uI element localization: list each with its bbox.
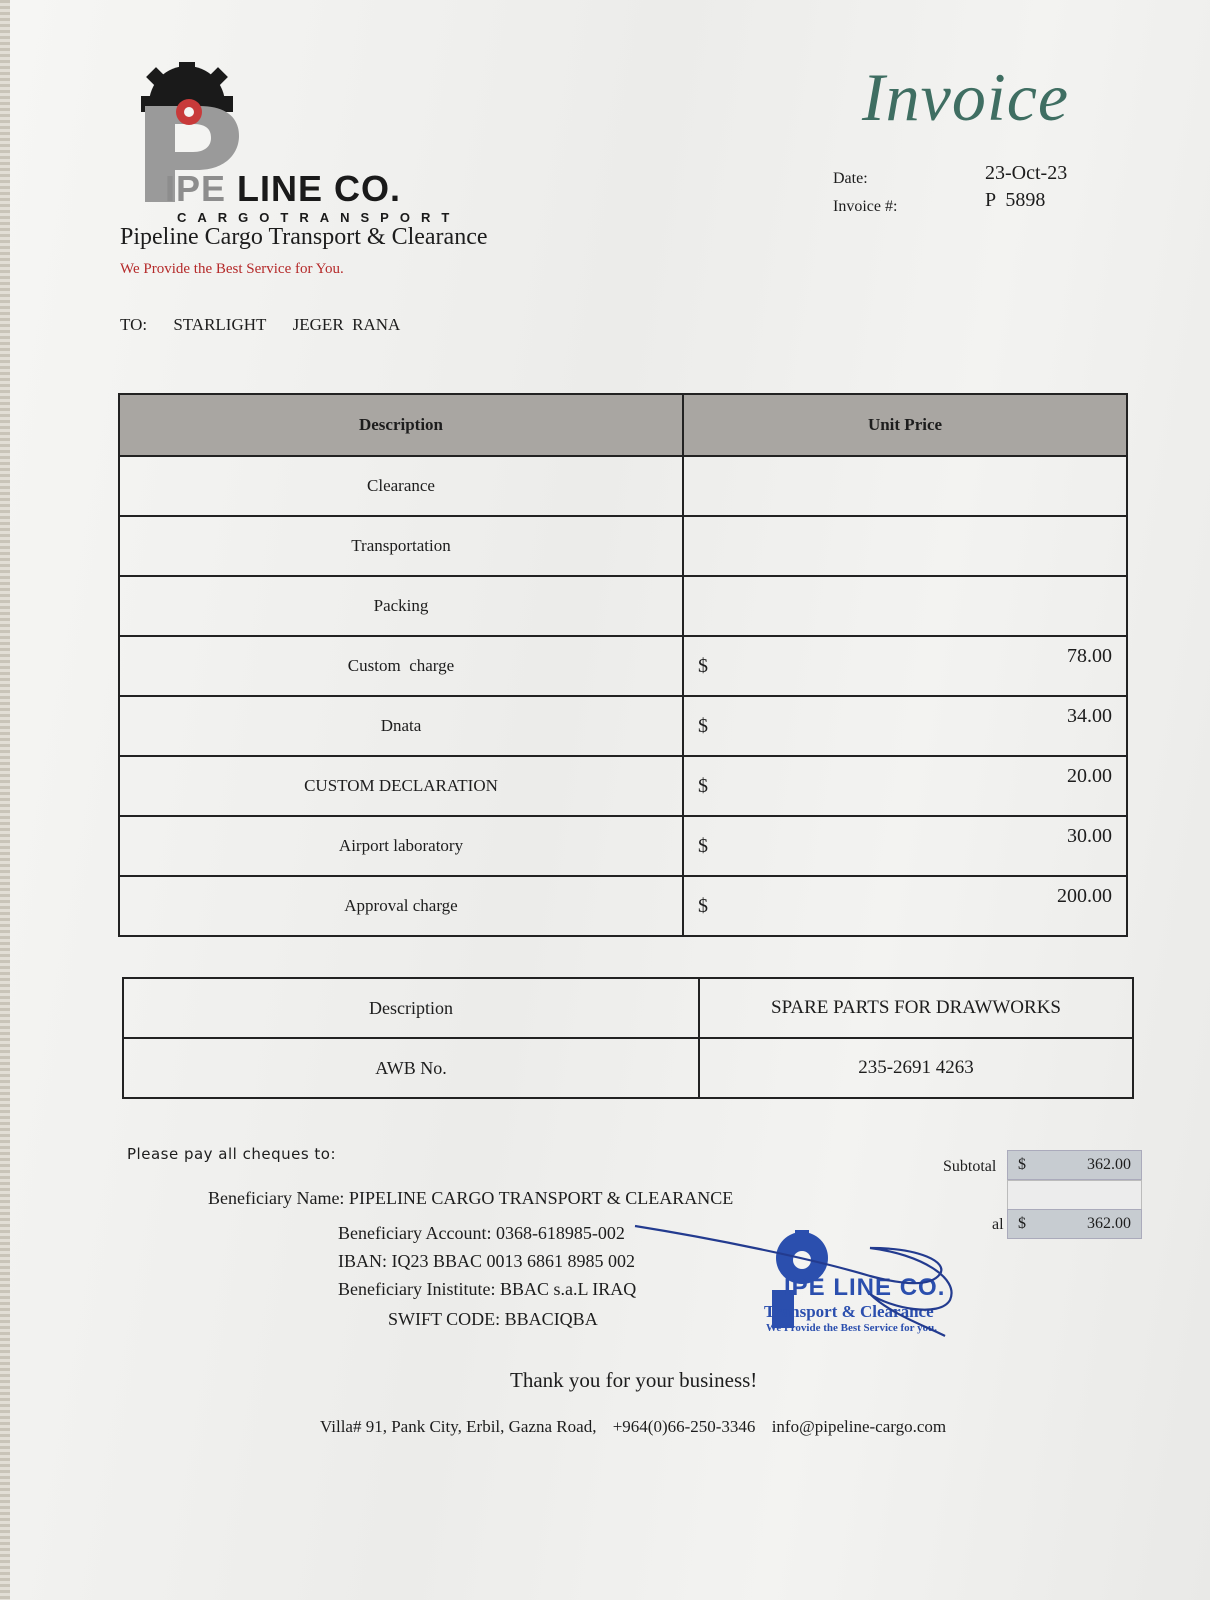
beneficiary-account: Beneficiary Account: 0368-618985-002 [338,1223,625,1243]
item-price [683,516,1127,576]
item-price: $ 20.00 [683,756,1127,816]
table-row [119,516,1127,576]
recipient-contact: JEGER RANA [292,315,401,334]
footer-contact [320,1417,958,1437]
table-row [119,576,1127,636]
invoice-sheet [10,0,1210,1600]
signature-icon [630,1218,990,1348]
item-description: Custom charge [119,636,683,696]
table-row [119,756,1127,816]
table-row [119,816,1127,876]
swift-code: SWIFT CODE: BBACIQBA [388,1309,598,1329]
invoice-number-label: Invoice #: [833,198,898,215]
table-row [123,978,1133,1038]
table-row [123,1038,1133,1098]
subtotal-box: $ 362.00 [1007,1150,1142,1180]
invoice-number-value: P 5898 [985,189,1046,211]
cheques-label: Please pay all cheques to: [127,1145,337,1163]
logo-subtitle: CARGOTRANSPORT [177,210,461,225]
recipient [120,315,422,335]
footer-phone: +964(0)66-250-3346 [612,1417,756,1436]
items-table [118,393,1128,937]
item-description: Clearance [119,456,683,516]
item-price: $ 30.00 [683,816,1127,876]
company-logo [135,62,475,232]
table-row [119,456,1127,516]
date-label: Date: [833,170,868,187]
item-price: $ 78.00 [683,636,1127,696]
info-value: 235-2691 4263 [699,1038,1133,1098]
item-price: $ 200.00 [683,876,1127,936]
stamp-wordmark: IPE LINE CO. [784,1274,946,1301]
company-tagline: We Provide the Best Service for You. [120,261,344,277]
item-description: Dnata [119,696,683,756]
item-description: Approval charge [119,876,683,936]
shipment-info-table [122,977,1134,1099]
info-label: AWB No. [123,1038,699,1098]
item-description: Airport laboratory [119,816,683,876]
item-description: Transportation [119,516,683,576]
date-value: 23-Oct-23 [985,162,1068,184]
total-label: al [992,1216,1004,1233]
beneficiary-institute: Beneficiary Inistitute: BBAC s.a.L IRAQ [338,1279,637,1299]
invoice-title: Invoice [862,59,1070,135]
thank-you-message: Thank you for your business! [510,1368,758,1392]
footer-email: info@pipeline-cargo.com [771,1417,947,1436]
stamp-tagline: We Provide the Best Service for you. [766,1322,937,1334]
footer-address: Villa# 91, Pank City, Erbil, Gazna Road, [320,1417,597,1436]
info-value: SPARE PARTS FOR DRAWWORKS [699,978,1133,1038]
stamp-subtitle: Transport & Clearance [764,1302,934,1321]
to-label: TO: [120,315,148,334]
totals-spacer [1007,1180,1142,1210]
paper-edge [0,0,10,1600]
company-name: Pipeline Cargo Transport & Clearance [120,224,488,250]
subtotal-label: Subtotal [943,1158,997,1175]
info-label: Description [123,978,699,1038]
table-row [119,636,1127,696]
table-header-row [119,394,1127,456]
header-unit-price: Unit Price [683,394,1127,456]
item-description: Packing [119,576,683,636]
beneficiary-name: Beneficiary Name: PIPELINE CARGO TRANSPORT & CLEARANCE [208,1188,734,1208]
table-row [119,876,1127,936]
recipient-name: STARLIGHT [173,315,267,334]
item-description: CUSTOM DECLARATION [119,756,683,816]
item-price [683,576,1127,636]
item-price [683,456,1127,516]
header-description: Description [119,394,683,456]
logo-wordmark: IPE LINE CO. [165,168,402,209]
beneficiary-iban: IBAN: IQ23 BBAC 0013 6861 8985 002 [338,1251,636,1271]
table-row [119,696,1127,756]
total-box: $ 362.00 [1007,1209,1142,1239]
item-price: $ 34.00 [683,696,1127,756]
